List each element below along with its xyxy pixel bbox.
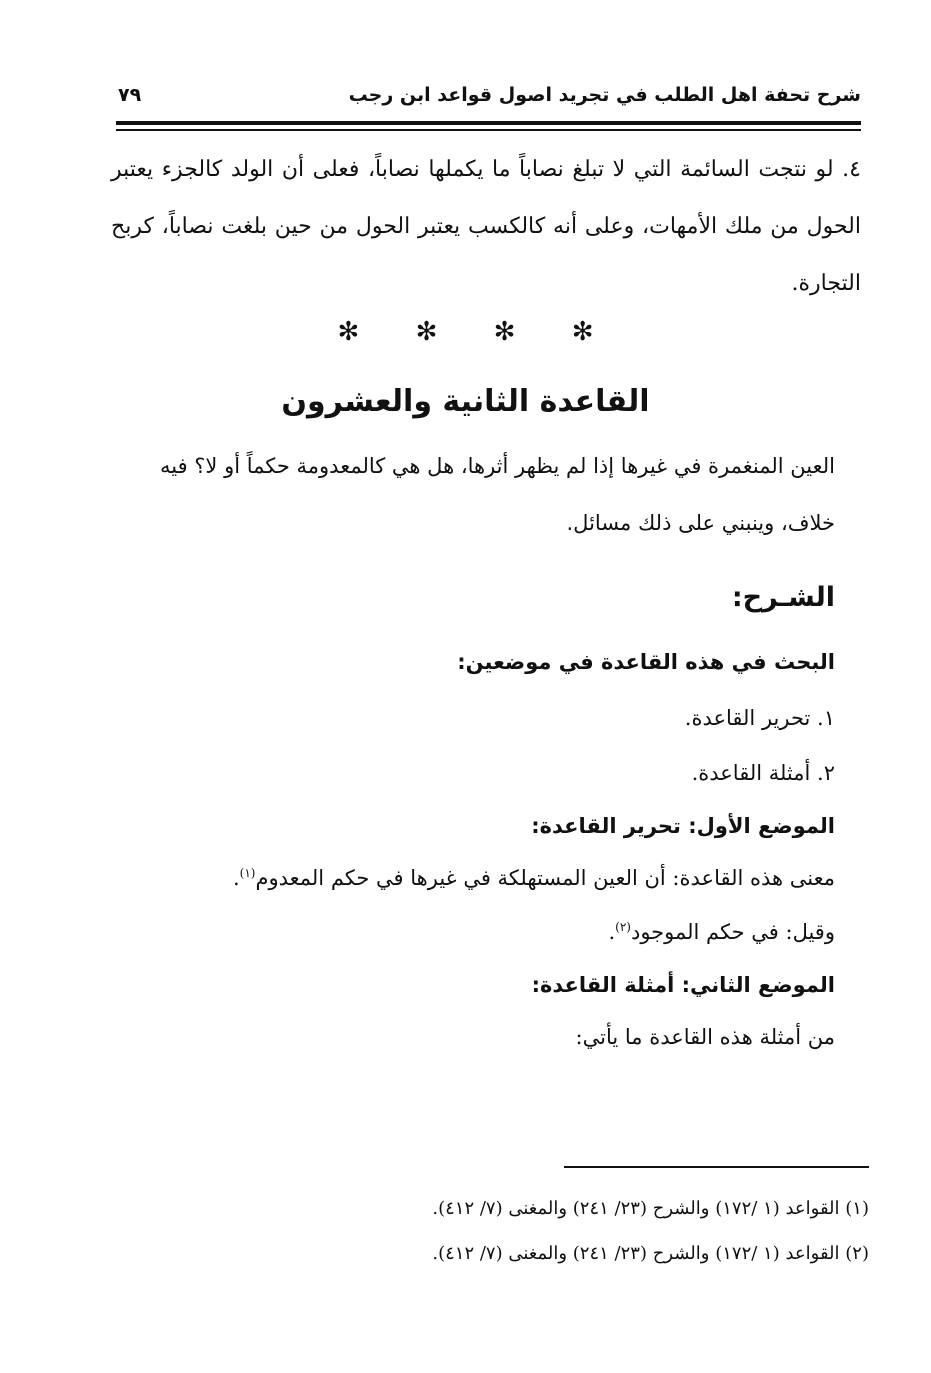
explanation-heading: الشـرح: (731, 582, 835, 613)
star-icon: ✻ (493, 317, 516, 347)
star-icon: ✻ (337, 317, 360, 347)
header-rule-thick (116, 121, 861, 125)
rule-meaning-text: معنى هذه القاعدة: أن العين المستهلكة في غيرها في حكم المعدوم (255, 866, 835, 890)
footnote-separator (564, 1166, 869, 1168)
section2-heading: الموضع الثاني: أمثلة القاعدة: (531, 973, 835, 997)
intro-paragraph: ٤. لو نتجت السائمة التي لا تبلغ نصاباً ما يكملها نصاباً، فعلى أن الولد كالجزء يعتبر الحول من ملك الأمهات، وعلى أنه كالكسب يعتبر الحول من حين بلغت نصاباً، كربح التجارة. (111, 157, 861, 296)
footnote-2: (٢) القواعد (١ /١٧٢) والشرح (٢٣/ ٢٤١) والمغنى (٧/ ٤١٢). (432, 1243, 869, 1264)
rule-meaning-end: . (232, 866, 240, 890)
rule-meaning (233, 866, 835, 890)
star-icon: ✻ (415, 317, 438, 347)
running-header-title: شرح تحفة اهل الطلب في تجريد اصول قواعد ابن رجب (348, 84, 861, 106)
rule-text: العين المنغمرة في غيرها إذا لم يظهر أثرها، هل هي كالمعدومة حكماً أو لا؟ فيه خلاف، وينبني على ذلك مسائل. (159, 454, 835, 535)
star-separator (0, 317, 931, 347)
header-rule-thin (116, 129, 861, 131)
explanation-intro: البحث في هذه القاعدة في موضعين: (457, 650, 835, 674)
footnote-ref-2[interactable]: (٢) (615, 920, 631, 934)
section1-heading: الموضع الأول: تحرير القاعدة: (531, 814, 835, 838)
examples-intro: من أمثلة هذه القاعدة ما يأتي: (575, 1025, 835, 1049)
footnote-ref-1[interactable]: (١) (239, 866, 256, 880)
rule-title: القاعدة الثانية والعشرون (281, 384, 650, 419)
page-number: ٧٩ (118, 84, 142, 106)
footnote-1: (١) القواعد (١ /١٧٢) والشرح (٢٣/ ٢٤١) والمغنى (٧/ ٤١٢). (432, 1198, 869, 1219)
alternative-view (608, 920, 835, 944)
alternative-view-end: . (608, 920, 616, 944)
list-item: ١. تحرير القاعدة. (684, 706, 835, 730)
list-item: ٢. أمثلة القاعدة. (691, 761, 835, 785)
alternative-view-text: وقيل: في حكم الموجود (630, 920, 835, 944)
star-icon: ✻ (571, 317, 594, 347)
